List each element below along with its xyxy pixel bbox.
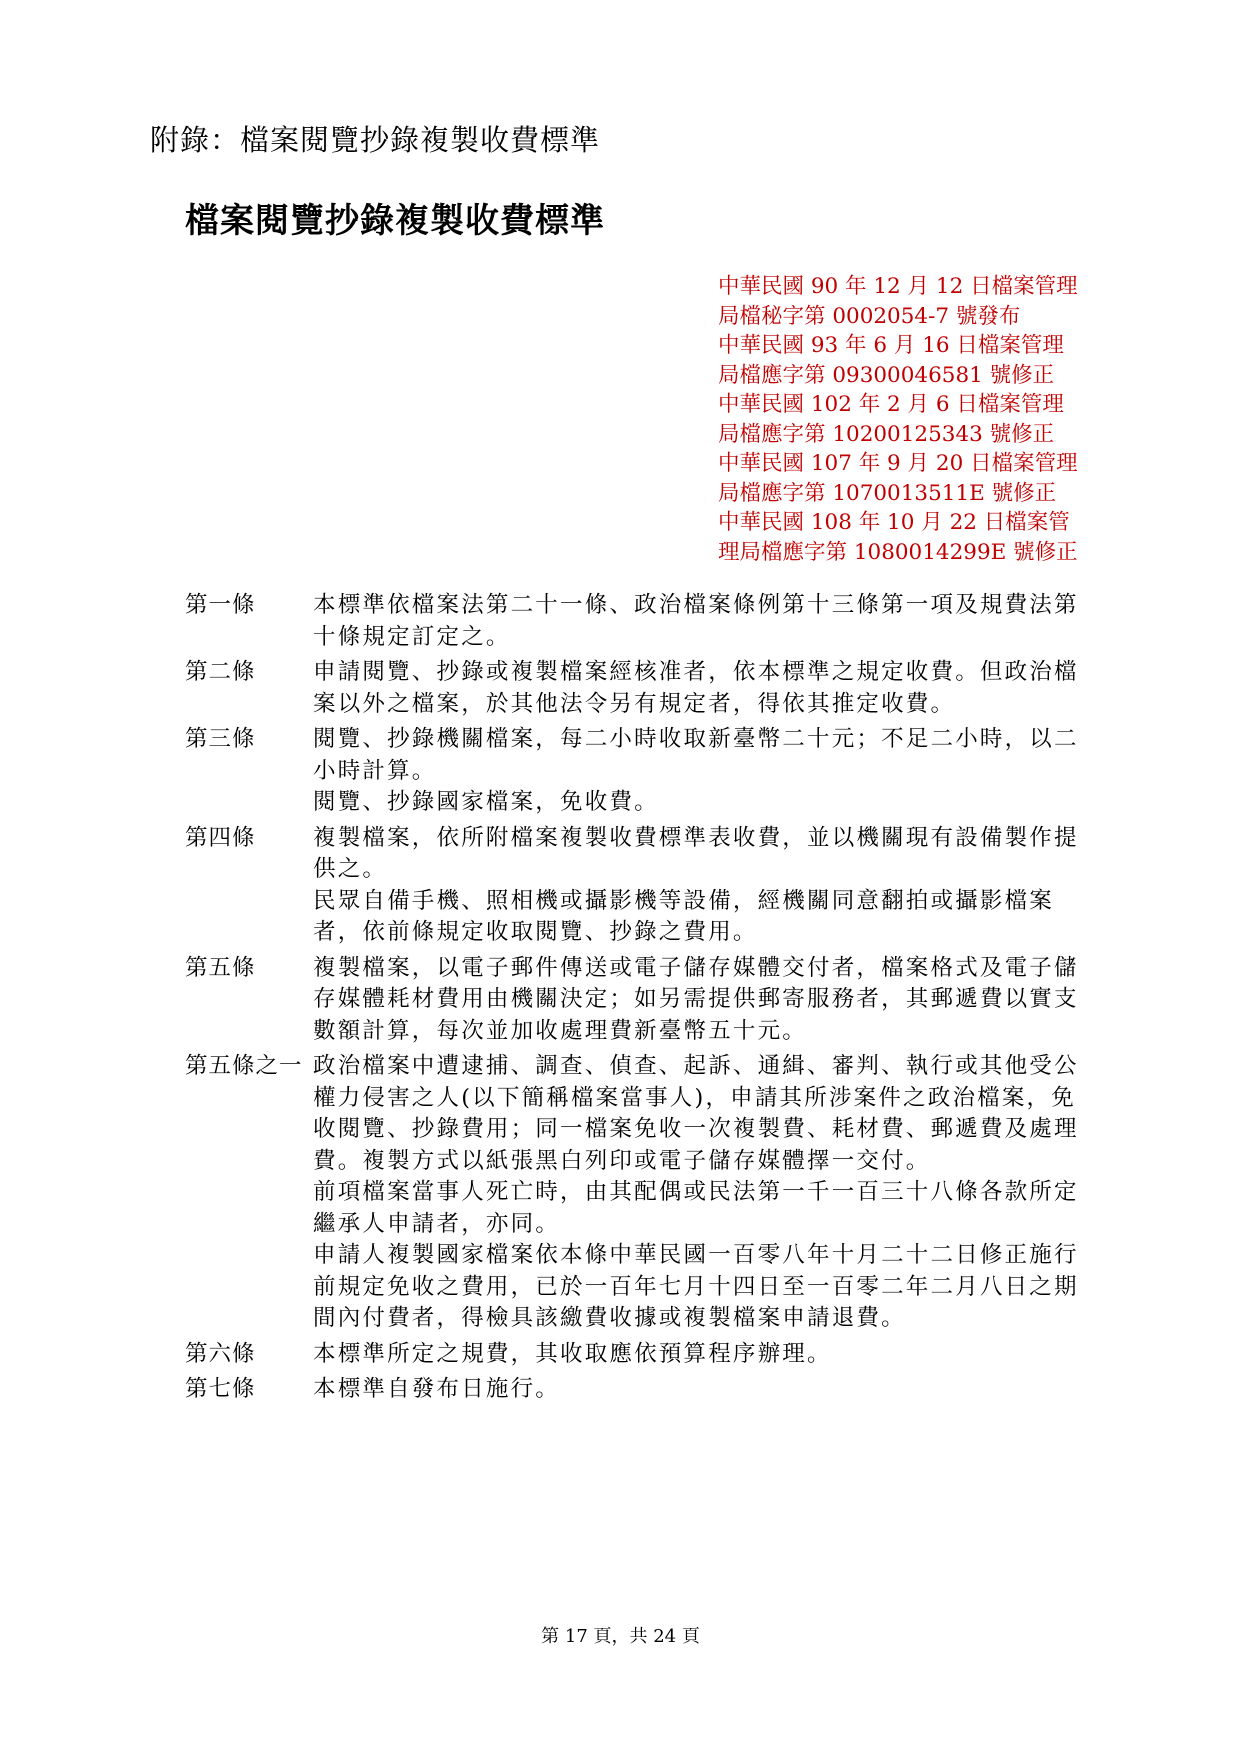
amendment-history — [718, 272, 1098, 567]
amendment-line: 中華民國 102 年 2 月 6 日檔案管理 — [718, 392, 1064, 417]
page-number: 第 17 頁，共 24 頁 — [541, 1626, 700, 1647]
amendment-line: 局檔應字第 09300046581 號修正 — [718, 362, 1055, 388]
amendment-line: 理局檔應字第 1080014299E 號修正 — [718, 539, 1078, 565]
amendment-line: 局檔應字第 10200125343 號修正 — [718, 421, 1055, 447]
article-label: 第七條 — [185, 1376, 256, 1402]
article-label: 第五條 — [185, 954, 256, 981]
article — [185, 1339, 1080, 1371]
article-body — [313, 823, 1080, 949]
article-body — [313, 1339, 1080, 1371]
amendment-line: 局檔秘字第 0002054-7 號發布 — [718, 303, 1021, 329]
amendment-line: 局檔應字第 1070013511E 號修正 — [718, 480, 1057, 506]
article-label: 第四條 — [185, 824, 256, 851]
article-paragraph: 前項檔案當事人死亡時，由其配偶或民法第一千一百三十八條各款所定繼承人申請者，亦同。 — [313, 1179, 1079, 1237]
article-paragraph: 複製檔案，依所附檔案複製收費標準表收費，並以機關現有設備製作提供之。 — [313, 824, 1079, 882]
article-label: 第三條 — [185, 726, 256, 752]
article-label: 第五條之一 — [185, 1053, 303, 1079]
article-paragraph: 本標準自發布日施行。 — [313, 1376, 561, 1402]
article — [185, 953, 1080, 1048]
article-paragraph: 複製檔案，以電子郵件傳送或電子儲存媒體交付者，檔案格式及電子儲存媒體耗材費用由機關決定；如另需提供郵寄服務者，其郵遞費以實支數額計算，每次並加收處理費新臺幣五十元。 — [313, 954, 1079, 1044]
article-body — [313, 953, 1080, 1048]
article-paragraph: 本標準依檔案法第二十一條、政治檔案條例第十三條第一項及規費法第十條規定訂定之。 — [313, 592, 1079, 650]
article-label: 第二條 — [185, 659, 256, 685]
appendix-heading: 附錄：檔案閱覽抄錄複製收費標準 — [150, 123, 601, 157]
article-body — [313, 724, 1080, 819]
article-label: 第一條 — [185, 592, 256, 618]
article-paragraph: 申請人複製國家檔案依本條中華民國一百零八年十月二十二日修正施行前規定免收之費用，已於一百年七月十四日至一百零二年二月八日之期間內付費者，得檢具該繳費收據或複製檔案申請退費。 — [313, 1242, 1079, 1331]
article-body — [313, 657, 1080, 720]
amendment-line: 中華民國 93 年 6 月 16 日檔案管理 — [718, 333, 1064, 358]
article-body — [313, 1051, 1080, 1335]
article-list — [185, 590, 1080, 1410]
article-paragraph: 閱覽、抄錄機關檔案，每二小時收取新臺幣二十元；不足二小時，以二小時計算。 — [313, 726, 1079, 784]
article — [185, 1374, 1080, 1406]
article-body — [313, 1374, 1080, 1406]
amendment-line: 中華民國 90 年 12 月 12 日檔案管理 — [718, 274, 1078, 299]
article-label: 第六條 — [185, 1340, 256, 1367]
article — [185, 657, 1080, 720]
article — [185, 823, 1080, 949]
article-paragraph: 本標準所定之規費，其收取應依預算程序辦理。 — [313, 1340, 832, 1367]
article — [185, 590, 1080, 653]
amendment-line: 中華民國 108 年 10 月 22 日檔案管 — [718, 510, 1070, 535]
article-paragraph: 申請閱覽、抄錄或複製檔案經核准者，依本標準之規定收費。但政治檔案以外之檔案，於其他法令另有規定者，得依其推定收費。 — [313, 659, 1079, 717]
article — [185, 724, 1080, 819]
document-title: 檔案閱覽抄錄複製收費標準 — [185, 201, 605, 241]
article-body — [313, 590, 1080, 653]
article-paragraph: 閱覽、抄錄國家檔案，免收費。 — [313, 789, 659, 815]
article-paragraph: 民眾自備手機、照相機或攝影機等設備，經機關同意翻拍或攝影檔案者，依前條規定收取閱覽、抄錄之費用。 — [313, 887, 1055, 945]
amendment-line: 中華民國 107 年 9 月 20 日檔案管理 — [718, 451, 1078, 476]
article-paragraph: 政治檔案中遭逮捕、調查、偵查、起訴、通緝、審判、執行或其他受公權力侵害之人(以下簡稱檔案當事人)，申請其所涉案件之政治檔案，免收閱覽、抄錄費用；同一檔案免收一次複製費、耗材費、郵遞費及處理費。複製方式以紙張黑白列印或電子儲存媒體擇一交付。 — [313, 1053, 1079, 1174]
article — [185, 1051, 1080, 1335]
